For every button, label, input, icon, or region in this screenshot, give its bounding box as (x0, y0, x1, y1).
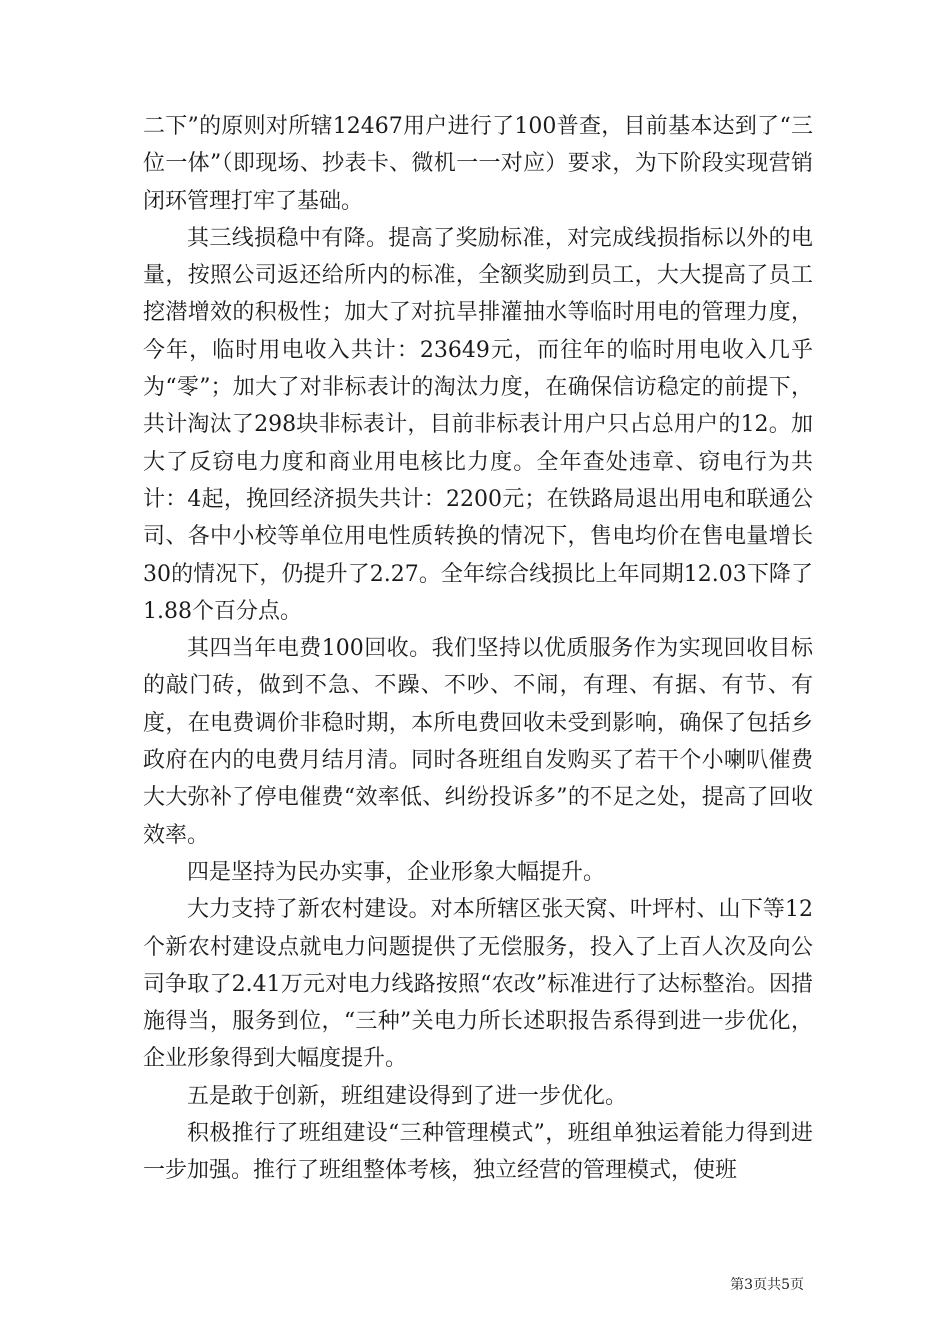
paragraph-6: 五是敢于创新，班组建设得到了进一步优化。 (187, 1083, 628, 1109)
paragraph-3: 其四当年电费100回收。我们坚持以优质服务作为实现回收目标的敲门砖，做到不急、不躁、不吵、不闹，有理、有据、有节、有度，在电费调价非稳时期，本所电费回收未受到影响，确保了包括乡政府在内的电费月结月清。同时各班组自发购买了若干个小喇叭催费大大弥补了停电催费“效率低、纠纷投诉多”的不足之处，提高了回收效率。 (143, 636, 813, 848)
paragraph-2: 其三线损稳中有降。提高了奖励标准，对完成线损指标以外的电量，按照公司返还给所内的标准，全额奖励到员工，大大提高了员工挖潜增效的积极性；加大了对抗旱排灌抽水等临时用电的管理力度，今年，临时用电收入共计：23649元，而往年的临时用电收入几乎为“零”；加大了对非标表计的淘汰力度，在确保信访稳定的前提下，共计淘汰了298块非标表计，目前非标表计用户只占总用户的12。加大了反窃电力度和商业用电核比力度。全年查处违章、窃电行为共计：4起，挽回经济损失共计：2200元；在铁路局退出用电和联通公司、各中小校等单位用电性质转换的情况下，售电均价在售电量增长30的情况下，仍提升了2.27。全年综合线损比上年同期12.03下降了1.88个百分点。 (143, 225, 813, 624)
paragraph-7: 积极推行了班组建设“三种管理模式”，班组单独运着能力得到进一步加强。推行了班组整体考核，独立经营的管理模式，使班 (143, 1121, 813, 1184)
page-number-footer: 第3页共5页 (730, 1277, 804, 1293)
paragraph-4: 四是坚持为民办实事，企业形象大幅提升。 (187, 859, 606, 885)
document-body (143, 108, 813, 1190)
paragraph-1: 二下”的原则对所辖12467用户进行了100普查，目前基本达到了“三位一体”（即现场、抄表卡、微机一一对应）要求，为下阶段实现营销闭环管理打牢了基础。 (143, 114, 813, 214)
paragraph-5: 大力支持了新农村建设。对本所辖区张天窝、叶坪村、山下等12个新农村建设点就电力问题提供了无偿服务，投入了上百人次及向公司争取了2.41万元对电力线路按照“农改”标准进行了达标整治。因措施得当，服务到位，“三种”关电力所长述职报告系得到进一步优化，企业形象得到大幅度提升。 (143, 897, 813, 1072)
